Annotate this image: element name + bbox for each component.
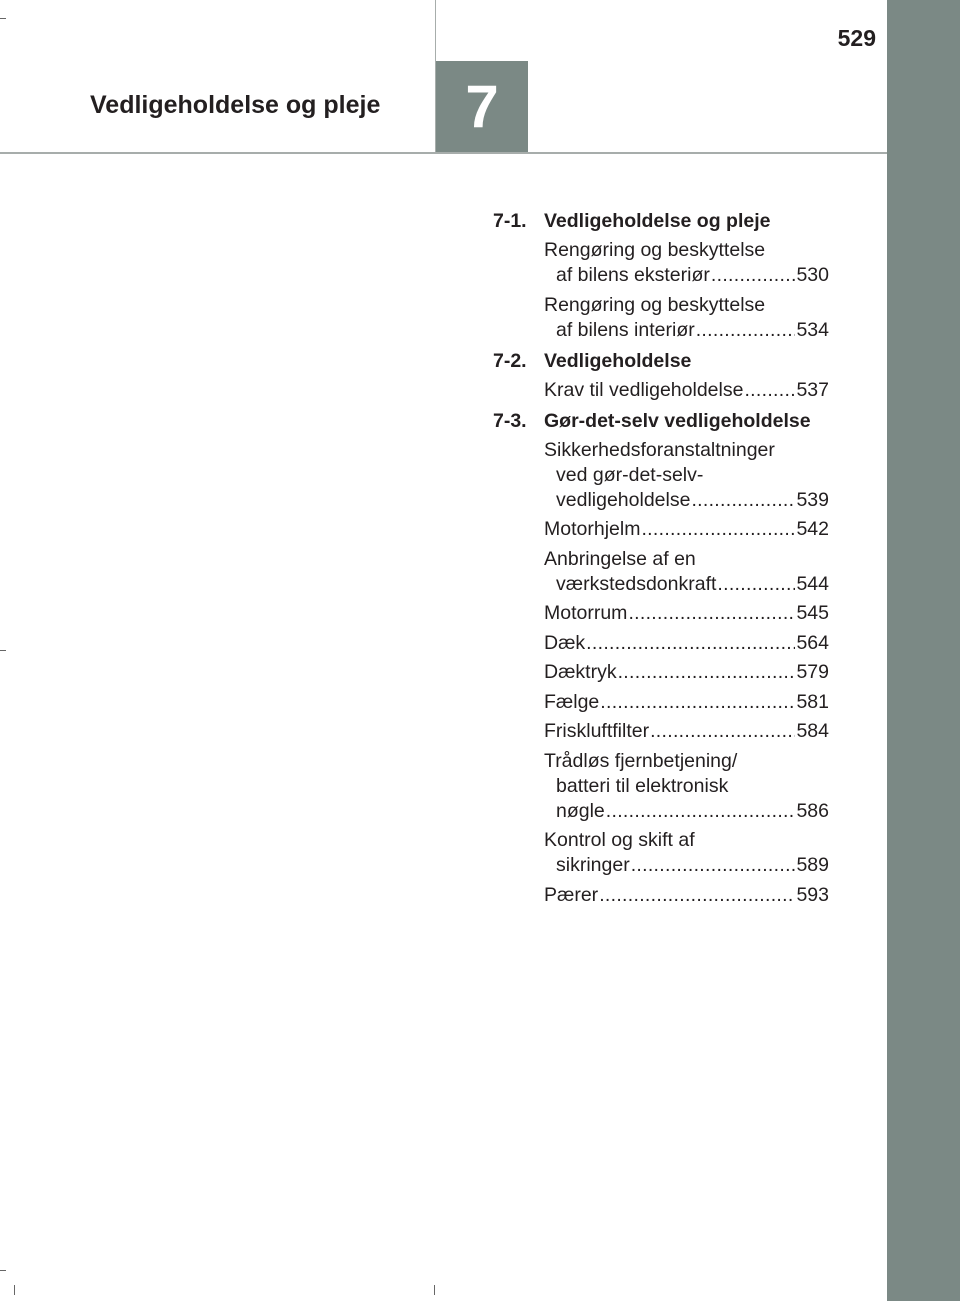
crop-mark [0,1270,6,1271]
dot-leader [618,660,796,685]
toc-page-number: 593 [796,883,829,906]
section-number: 7-3. [493,409,527,432]
toc-entry-line [544,631,829,656]
toc-page-number: 579 [796,661,829,683]
toc-entry-line [544,293,829,318]
toc-page-number: 539 [796,488,829,511]
dot-leader [691,488,795,513]
toc-entry-text: ved gør-det-selv- [556,463,704,486]
toc-entry-list [493,378,829,403]
dot-leader [696,318,796,343]
toc-section-heading [493,349,829,374]
toc-entry-text: Trådløs fjernbetjening/ [544,749,738,772]
toc-entry-text: Anbringelse af en [544,547,696,570]
toc-entry-line [544,774,829,799]
toc-entry-line [544,378,829,403]
dot-leader [600,690,795,715]
dot-leader [599,883,795,908]
toc-page-number: 581 [796,690,829,713]
toc-entry-text: Motorhjelm [544,518,641,540]
toc-entry-text: Pærer [544,883,599,906]
toc-entry[interactable] [544,749,829,824]
toc-section [493,209,829,343]
toc-entry-line [544,690,829,715]
toc-entry[interactable] [544,690,829,715]
toc-entry-line [544,749,829,774]
toc-entry-line [544,263,829,288]
dot-leader [744,378,795,403]
toc-entry-text: nøgle [556,799,605,822]
toc-entry-line [544,463,829,488]
toc-entry-line [544,853,829,878]
toc-entry-text: af bilens eksteriør [556,264,710,286]
toc-page-number: 542 [796,518,829,540]
toc-section-heading [493,409,829,434]
toc-entry-text: Krav til vedligeholdelse [544,378,744,401]
toc-entry-line [544,517,829,542]
toc-entry-text: Motorrum [544,602,628,624]
toc-page-number: 584 [796,720,829,742]
chapter-title: Vedligeholdelse og pleje [90,91,381,119]
toc-entry[interactable] [544,828,829,878]
toc-entry[interactable] [544,660,829,685]
toc-entry-line [544,547,829,572]
toc-entry-text: Rengøring og beskyttelse [544,293,766,316]
toc-entry-line [544,828,829,853]
toc-entry[interactable] [544,631,829,656]
toc-page-number: 544 [796,572,829,595]
toc-page-number: 586 [796,799,829,822]
chapter-number-box: 7 [436,61,528,152]
toc-entry-line [544,660,829,685]
toc-entry-line [544,601,829,626]
toc-entry-text: værkstedsdonkraft [556,572,717,595]
dot-leader [631,853,796,878]
toc-entry-text: batteri til elektronisk [556,774,729,797]
toc-page-number: 530 [796,264,829,286]
dot-leader [586,631,795,656]
toc-section-heading [493,209,829,234]
toc-page-number: 564 [796,631,829,654]
section-number: 7-2. [493,349,527,372]
toc-entry-text: Kontrol og skift af [544,829,695,851]
dot-leader [711,263,796,288]
toc-entry[interactable] [544,547,829,597]
toc-entry-text: sikringer [556,854,630,876]
toc-entry-list [493,438,829,908]
toc-entry[interactable] [544,438,829,513]
crop-mark [14,1285,15,1295]
toc-entry[interactable] [544,719,829,744]
crop-mark [0,650,6,651]
toc-entry[interactable] [544,517,829,542]
toc-page-number: 537 [796,378,829,401]
toc-entry-text: Friskluftfilter [544,720,650,742]
header-rule [0,152,887,154]
toc-entry-text: vedligeholdelse [556,488,691,511]
toc-entry-line [544,799,829,824]
toc-entry-line [544,438,829,463]
toc-entry-text: Fælge [544,690,600,713]
dot-leader [606,799,796,824]
toc-entry[interactable] [544,883,829,908]
toc-page-number: 545 [796,602,829,624]
dot-leader [628,601,795,626]
toc-entry[interactable] [544,293,829,343]
toc-entry-text: af bilens interiør [556,318,695,341]
dot-leader [717,572,795,597]
section-title: Gør-det-selv vedligeholdelse [544,409,811,432]
toc-entry[interactable] [544,238,829,288]
toc-entry-line [544,238,829,263]
dot-leader [641,517,795,542]
crop-mark [0,18,6,19]
section-number: 7-1. [493,210,527,232]
toc-entry-line [544,719,829,744]
toc-entry[interactable] [544,378,829,403]
section-title: Vedligeholdelse [544,349,692,372]
toc-entry-line [544,488,829,513]
crop-mark [434,1285,435,1295]
toc-entry-text: Dæktryk [544,661,617,683]
toc-entry-text: Rengøring og beskyttelse [544,239,766,261]
chapter-side-tab [887,0,960,1301]
toc-section [493,409,829,908]
toc-entry-line [544,883,829,908]
toc-entry-text: Sikkerhedsforanstaltninger [544,438,775,461]
page-number: 529 [837,25,876,51]
toc-page-number: 589 [796,854,829,876]
dot-leader [650,719,795,744]
toc-entry-list [493,238,829,343]
toc-entry-line [544,318,829,343]
toc-entry[interactable] [544,601,829,626]
toc-section [493,349,829,403]
table-of-contents [493,209,829,914]
toc-page-number: 534 [796,318,829,341]
toc-entry-text: Dæk [544,631,586,654]
toc-entry-line [544,572,829,597]
section-title: Vedligeholdelse og pleje [544,210,771,232]
